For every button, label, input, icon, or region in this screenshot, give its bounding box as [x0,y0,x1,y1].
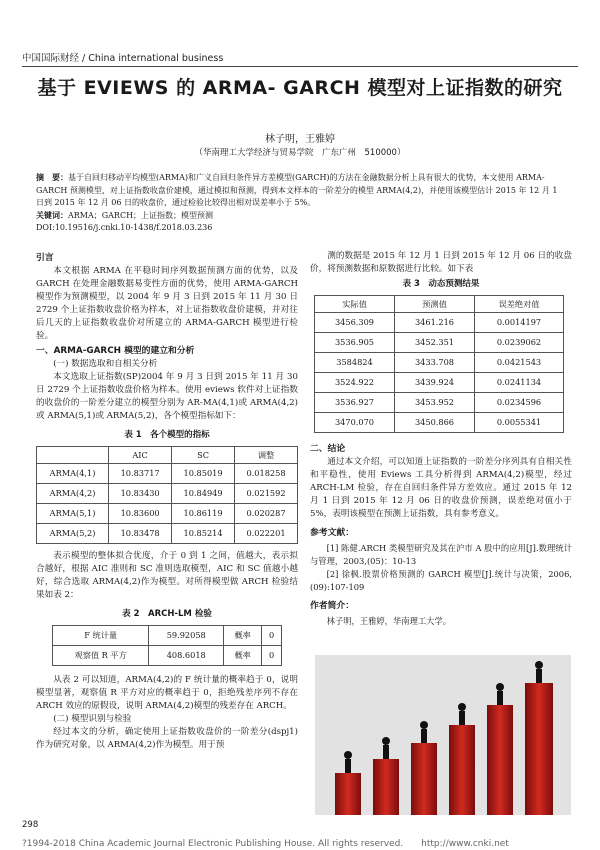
table-row [53,626,282,646]
table-cell: 3584824 [315,353,395,373]
table-cell: 10.85019 [172,464,235,484]
red-bar [449,725,475,815]
reference-item: [1] 陈健.ARCH 类模型研究及其在沪市 A 股中的应用[J].数理统计与管理，2003,(05)：10-13 [310,543,572,566]
table-cell: 3461.216 [394,313,474,333]
intro-paragraph: 本文根据 ARMA 在平稳时间序列数据预测方面的优势，以及 GARCH 在处理金融数据易变性方面的优势，使用 ARMA-GARCH 模型作为预测模型，以 2004 年 9 月 3 日到 2015 年 11 月 30 日 2729 个上证指数收盘价格为样本，对上证指数收盘价建模，并对往后几天的上证指数收盘价对所建立的 ARMA-GARCH 模型进行检验。 [36,266,298,341]
table-cell: 10.83478 [109,524,172,544]
affiliation: （华南理工大学经济与贸易学院 广东广州 510000） [194,148,406,158]
table-cell: 408.6018 [149,646,224,666]
table-cell: 0.0421543 [474,353,563,373]
table-cell: 3450.866 [394,413,474,433]
abstract-text: 基于自回归移动平均模型(ARMA)和广义自回归条件异方差模型(GARCH)的方法在金融数据分析上具有很大的优势，本文使用 ARMA-GARCH 预测模型，对上证指数收盘价建模，通过模拟和预测，得到本文样本的一阶差分的模型 ARMA(4,2)，并使用该模型估计 2015 年 12 月 1 日到 2015 年 12 月 06 日的收盘价，通过检验比较得出相对误差率小于 5%。 [36,173,558,207]
table-row [315,333,564,353]
reference-item: [2] 徐枫.股票价格预测的 GARCH 模型[J].统计与决策，2006,(09):107-109 [310,569,572,592]
table-row [315,393,564,413]
table-cell: ARMA(5,1) [37,504,109,524]
copyright-notice: ?1994-2018 China Academic Journal Electronic Publishing House. All rights reserved. http://www.cnki.net [22,839,509,849]
left-column [36,250,298,752]
red-bar [335,773,361,815]
page-number: 298 [22,820,39,830]
table-3 [314,295,564,433]
table-cell: ARMA(4,2) [37,484,109,504]
table-cell: 0.022201 [235,524,298,544]
red-bar [411,743,437,815]
table-cell: 0.021592 [235,484,298,504]
table-cell: 概率 [224,626,262,646]
table-cell: 3524.922 [315,373,395,393]
table-cell: 10.86119 [172,504,235,524]
author-info: 林子明，王雅婷，华南理工大学。 [326,616,452,626]
table-cell: 10.84949 [172,484,235,504]
table-cell: 0.020287 [235,504,298,524]
table-row [315,353,564,373]
table-cell: 0.0241134 [474,373,563,393]
decorative-photo [315,655,571,815]
paragraph-conclusion: 通过本文介绍，可以知道上证指数的一阶差分序列具有自相关性和平稳性，使用 Eviews 工具分析得到 ARMA(4,2)模型，经过 ARCH-LM 检验，存在自回归条件异方差效应。通过 2015 年 12 月 1 日到 2015 年 12 月 06 日的收盘价预测，误差绝对值小于 5%，表明该模型在预测上证指数，具有参考意义。 [310,457,572,519]
paragraph-arch-result: 从表 2 可以知道，ARMA(4,2)的 F 统计量的概率趋于 0，说明模型显著，观察值 R 平方对应的概率趋于 0，拒绝残差序列不存在 ARCH 效应的原假设，说明 ARMA(4,2)模型的残差存在 ARCH。 [36,675,298,711]
table-1 [36,446,298,544]
table-cell: 0 [262,626,282,646]
subsection-2-heading: (二) 模型识别与检验 [53,714,132,724]
table-cell: 3452.351 [394,333,474,353]
table-cell: F 统计量 [53,626,149,646]
table-cell: 10.85214 [172,524,235,544]
right-column [310,250,572,628]
table-cell: 概率 [224,646,262,666]
keywords-label: 关键词： [36,210,68,220]
table-cell: ARMA(5,2) [37,524,109,544]
table-3-header: 实际值 [315,296,395,313]
table-cell: 3536.905 [315,333,395,353]
table-row [37,524,298,544]
table-cell: 10.83430 [109,484,172,504]
table-2 [52,625,282,666]
intro-heading: 引言 [36,253,54,263]
table-1-header [37,447,109,464]
table-cell: 3439.924 [394,373,474,393]
table-3-header: 预测值 [394,296,474,313]
table-cell: ARMA(4,1) [37,464,109,484]
table-row [37,484,298,504]
table-1-header: AIC [109,447,172,464]
section-2-heading: 二、结论 [310,444,346,454]
paragraph-prediction-data: 测的数据是 2015 年 12 月 1 日到 2015 年 12 月 06 日的收盘价，将预测数据和原数据进行比较。如下表 [310,251,572,274]
table-row [37,504,298,524]
table-2-caption: 表 2 ARCH-LM 检验 [122,609,212,619]
abstract [36,172,564,235]
table-3-caption: 表 3 动态预测结果 [402,279,480,289]
table-1-header: SC [172,447,235,464]
paragraph-data-selection: 本文选取上证指数(SP)2004 年 9 月 3 日到 2015 年 11 月 30 日 2729 个上证指数收盘价格为样本。使用 eviews 软件对上证指数的收盘价的一阶差分建立的模型分别为 AR-MA(4,1)或 ARMA(4,2)或 ARMA(5,1)或 ARMA(5,2)，各个模型指标如下： [36,372,298,421]
table-row [37,464,298,484]
table-1-header-row [37,447,298,464]
paragraph-identification: 经过本文的分析，确定使用上证指数收盘价的一阶差分(dspj1)作为研究对象，以 ARMA(4,2)作为模型。用于预 [36,727,298,750]
authors: 林子明，王雅婷 [265,134,335,145]
journal-header: 中国国际财经 / China international business [22,50,578,67]
table-3-header: 误差绝对值 [474,296,563,313]
author-info-heading: 作者简介： [310,601,354,611]
table-cell: 3453.952 [394,393,474,413]
table-cell: 0 [262,646,282,666]
references-heading: 参考文献： [310,528,354,538]
table-1-caption: 表 1 各个模型的指标 [124,430,210,440]
red-bar [525,683,553,815]
keywords: ARMA；GARCH；上证指数；模型预测 [68,210,214,220]
table-cell: 10.83717 [109,464,172,484]
table-cell: 10.83600 [109,504,172,524]
section-1-heading: 一、ARMA-GARCH 模型的建立和分析 [36,346,195,356]
table-row [315,313,564,333]
table-cell: 3470.070 [315,413,395,433]
table-cell: 0.018258 [235,464,298,484]
table-1-header: 调整 [235,447,298,464]
abstract-label: 摘 要： [36,173,68,182]
table-cell: 0.0055341 [474,413,563,433]
table-cell: 3536.927 [315,393,395,413]
subsection-1-heading: (一) 数据选取和自相关分析 [53,359,158,369]
paper-title: 基于 EVIEWS 的 ARMA- GARCH 模型对上证指数的研究 [37,77,563,99]
table-cell: 59.92058 [149,626,224,646]
table-row [315,373,564,393]
table-cell: 0.0239062 [474,333,563,353]
red-bar [487,705,513,815]
table-cell: 0.0234596 [474,393,563,413]
doi: DOI:10.19516/j.cnki.10-1438/f.2018.03.236 [36,223,213,232]
table-3-header-row [315,296,564,313]
table-cell: 观察值 R 平方 [53,646,149,666]
red-bar [373,759,399,815]
table-row [53,646,282,666]
table-cell: 3456.309 [315,313,395,333]
table-row [315,413,564,433]
bar-figures-illustration [315,655,571,815]
table-cell: 3433.708 [394,353,474,373]
table-cell: 0.0014197 [474,313,563,333]
paragraph-model-selection: 表示模型的整体拟合优度，介于 0 到 1 之间，值越大，表示拟合越好，根据 AIC 准则和 SC 准则选取模型，AIC 和 SC 值越小越好，综合选取 ARMA(4,2)作为模型。对所得模型做 ARCH 检验结果如表 2： [36,551,298,600]
